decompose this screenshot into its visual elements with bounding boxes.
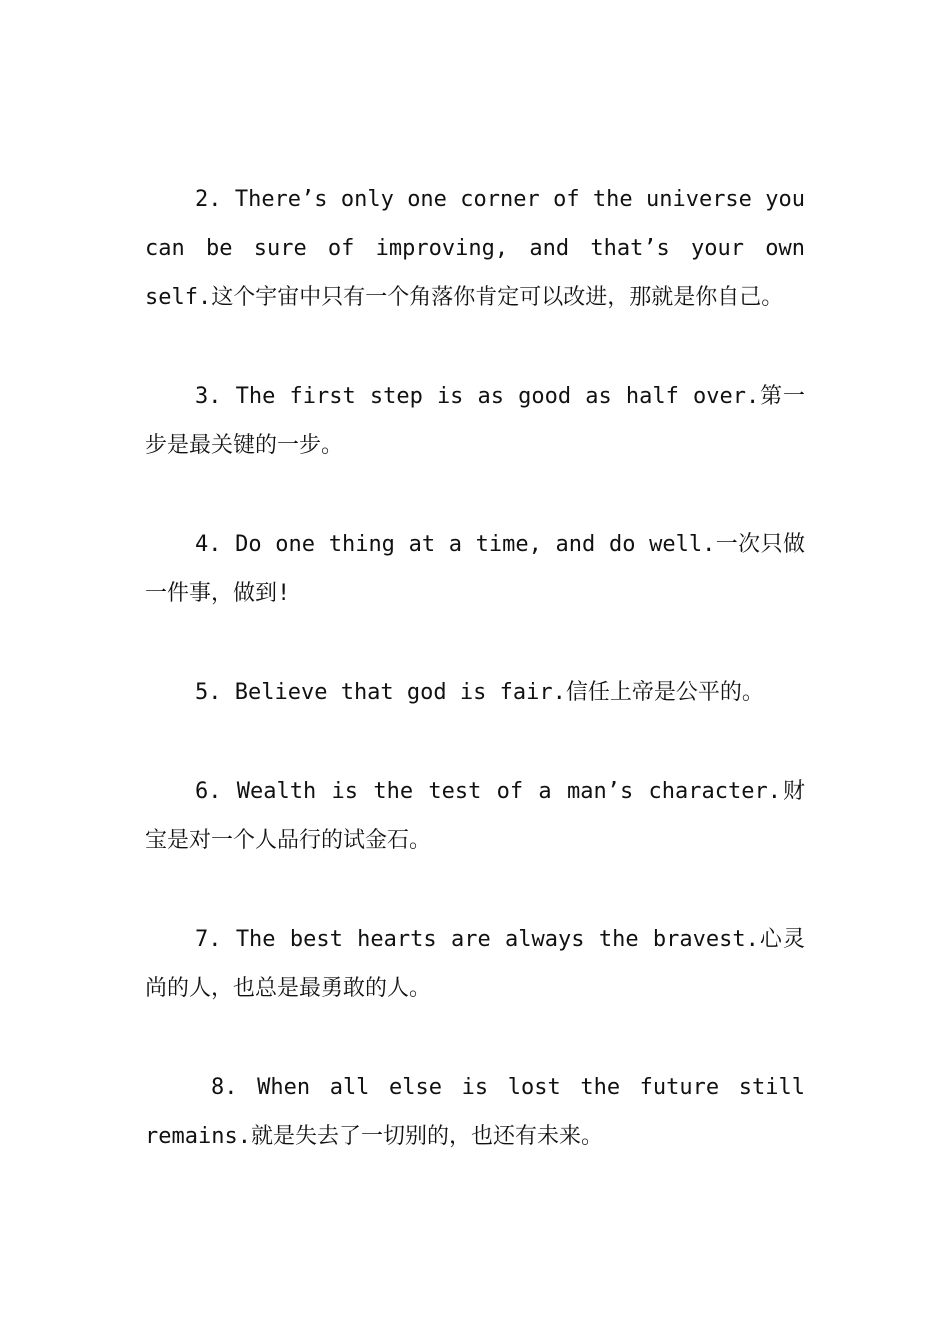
quote-paragraph-6: 6. Wealth is the test of a man’s character.财宝是对一个人品行的试金石。 [145,779,805,853]
quote-paragraph-3: 3. The first step is as good as half over.第一步是最关键的一步。 [145,384,805,458]
quote-paragraph-5: 5. Believe that god is fair.信任上帝是公平的。 [195,680,764,705]
quote-paragraph-7: 7. The best hearts are always the bravest.心灵尚的人，也总是最勇敢的人。 [145,927,805,1001]
quote-paragraph-8: 8. When all else is lost the future still remains.就是失去了一切别的，也还有未来。 [145,1075,805,1149]
quote-paragraph-4: 4. Do one thing at a time, and do well.一次只做一件事，做到! [145,532,805,606]
quote-paragraph-2: 2. There’s only one corner of the universe you can be sure of improving, and that’s your own self.这个宇宙中只有一个角落你肯定可以改进，那就是你自己。 [145,187,805,310]
document-page [145,175,805,1211]
